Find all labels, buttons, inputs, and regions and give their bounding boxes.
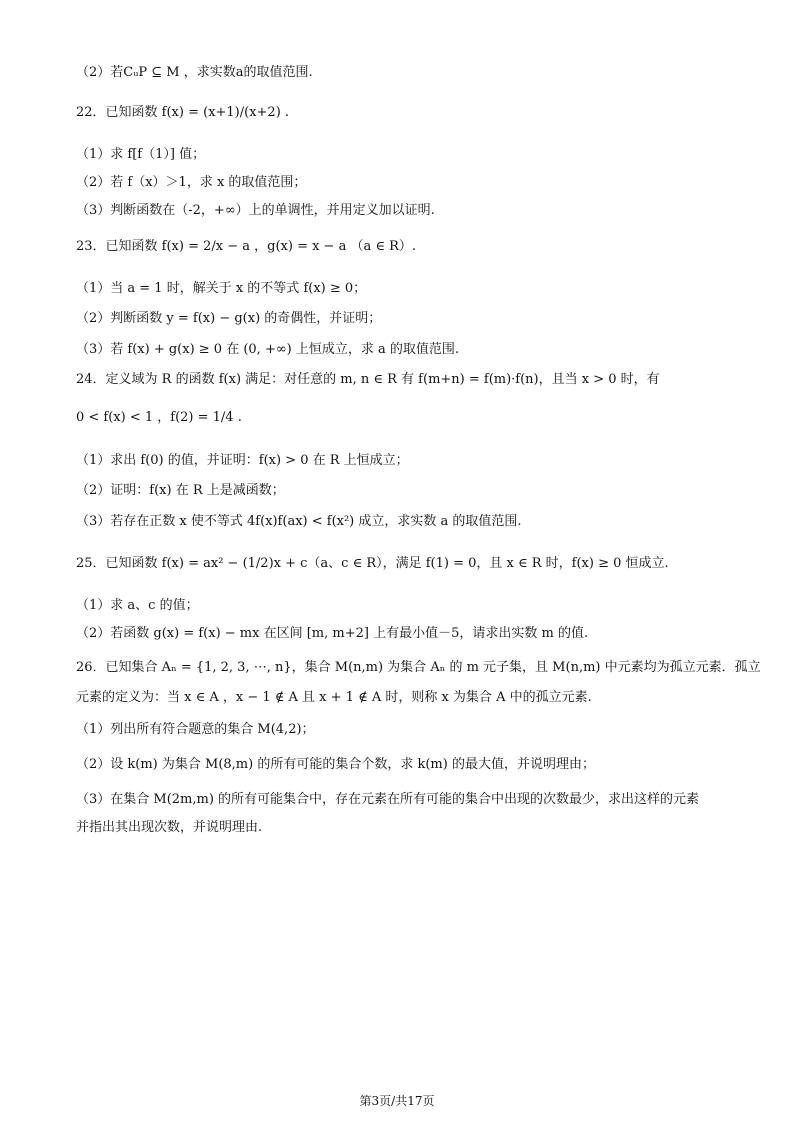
text-line: （2）若 f（x）＞1，求 x 的取值范围； [76,175,307,190]
text-line: （3）在集合 M(2m,m) 的所有可能集合中，存在元素在所有可能的集合中出现的次数最少，求出这样的元素 [76,792,700,807]
text-line: （2）判断函数 y = f(x) − g(x) 的奇偶性，并证明； [76,311,382,326]
text-line: （3）判断函数在（-2，+∞）上的单调性，并用定义加以证明. [76,203,435,218]
text-line: （2）若CᵤP ⊆ M ，求实数a的取值范围. [76,65,313,80]
text-line: 0 < f(x) < 1 ，f(2) = 1/4 . [76,410,242,425]
page-number: 第3页/共17页 [359,1094,435,1108]
text-line: 元素的定义为：当 x ∈ A ，x − 1 ∉ A 且 x + 1 ∉ A 时，则称 x 为集合 A 中的孤立元素. [76,690,592,705]
text-line: （1）求出 f(0) 的值，并证明：f(x) > 0 在 R 上恒成立； [76,453,409,468]
text-line: 23．已知函数 f(x) = 2/x − a ，g(x) = x − a （a ∈ R）. [76,239,417,254]
text-line: （3）若存在正数 x 使不等式 4f(x)f(ax) < f(x²) 成立，求实数 a 的取值范围. [76,514,522,529]
text-line: （2）若函数 g(x) = f(x) − mx 在区间 [m, m+2] 上有最小值－5，请求出实数 m 的值. [76,626,589,641]
text-line: （2）证明：f(x) 在 R 上是减函数； [76,483,285,498]
text-line: 25．已知函数 f(x) = ax² − (1/2)x + c（a、c ∈ R），满足 f(1) = 0，且 x ∈ R 时，f(x) ≥ 0 恒成立. [76,556,669,571]
text-line: （1）求 f[f（1）] 值； [76,147,206,162]
text-line: 22．已知函数 f(x) = (x+1)/(x+2) . [76,105,290,120]
text-line: （1）列出所有符合题意的集合 M(4,2)； [76,722,315,737]
text-line: 26．已知集合 Aₙ = {1, 2, 3, ⋯, n}，集合 M(n,m) 为集合 Aₙ 的 m 元子集，且 M(n,m) 中元素均为孤立元素．孤立 [76,660,761,675]
text-line: （1）当 a = 1 时，解关于 x 的不等式 f(x) ≥ 0； [76,281,367,296]
text-line: （3）若 f(x) + g(x) ≥ 0 在 (0, +∞) 上恒成立，求 a 的取值范围. [76,342,460,357]
text-line: 24．定义域为 R 的函数 f(x) 满足：对任意的 m, n ∈ R 有 f(m+n) = f(m)·f(n)，且当 x > 0 时，有 [76,372,660,387]
text-line: （1）求 a、c 的值； [76,598,199,613]
text-line: （2）设 k(m) 为集合 M(8,m) 的所有可能的集合个数，求 k(m) 的最大值，并说明理由； [76,757,595,772]
text-line: 并指出其出现次数，并说明理由. [76,820,263,835]
